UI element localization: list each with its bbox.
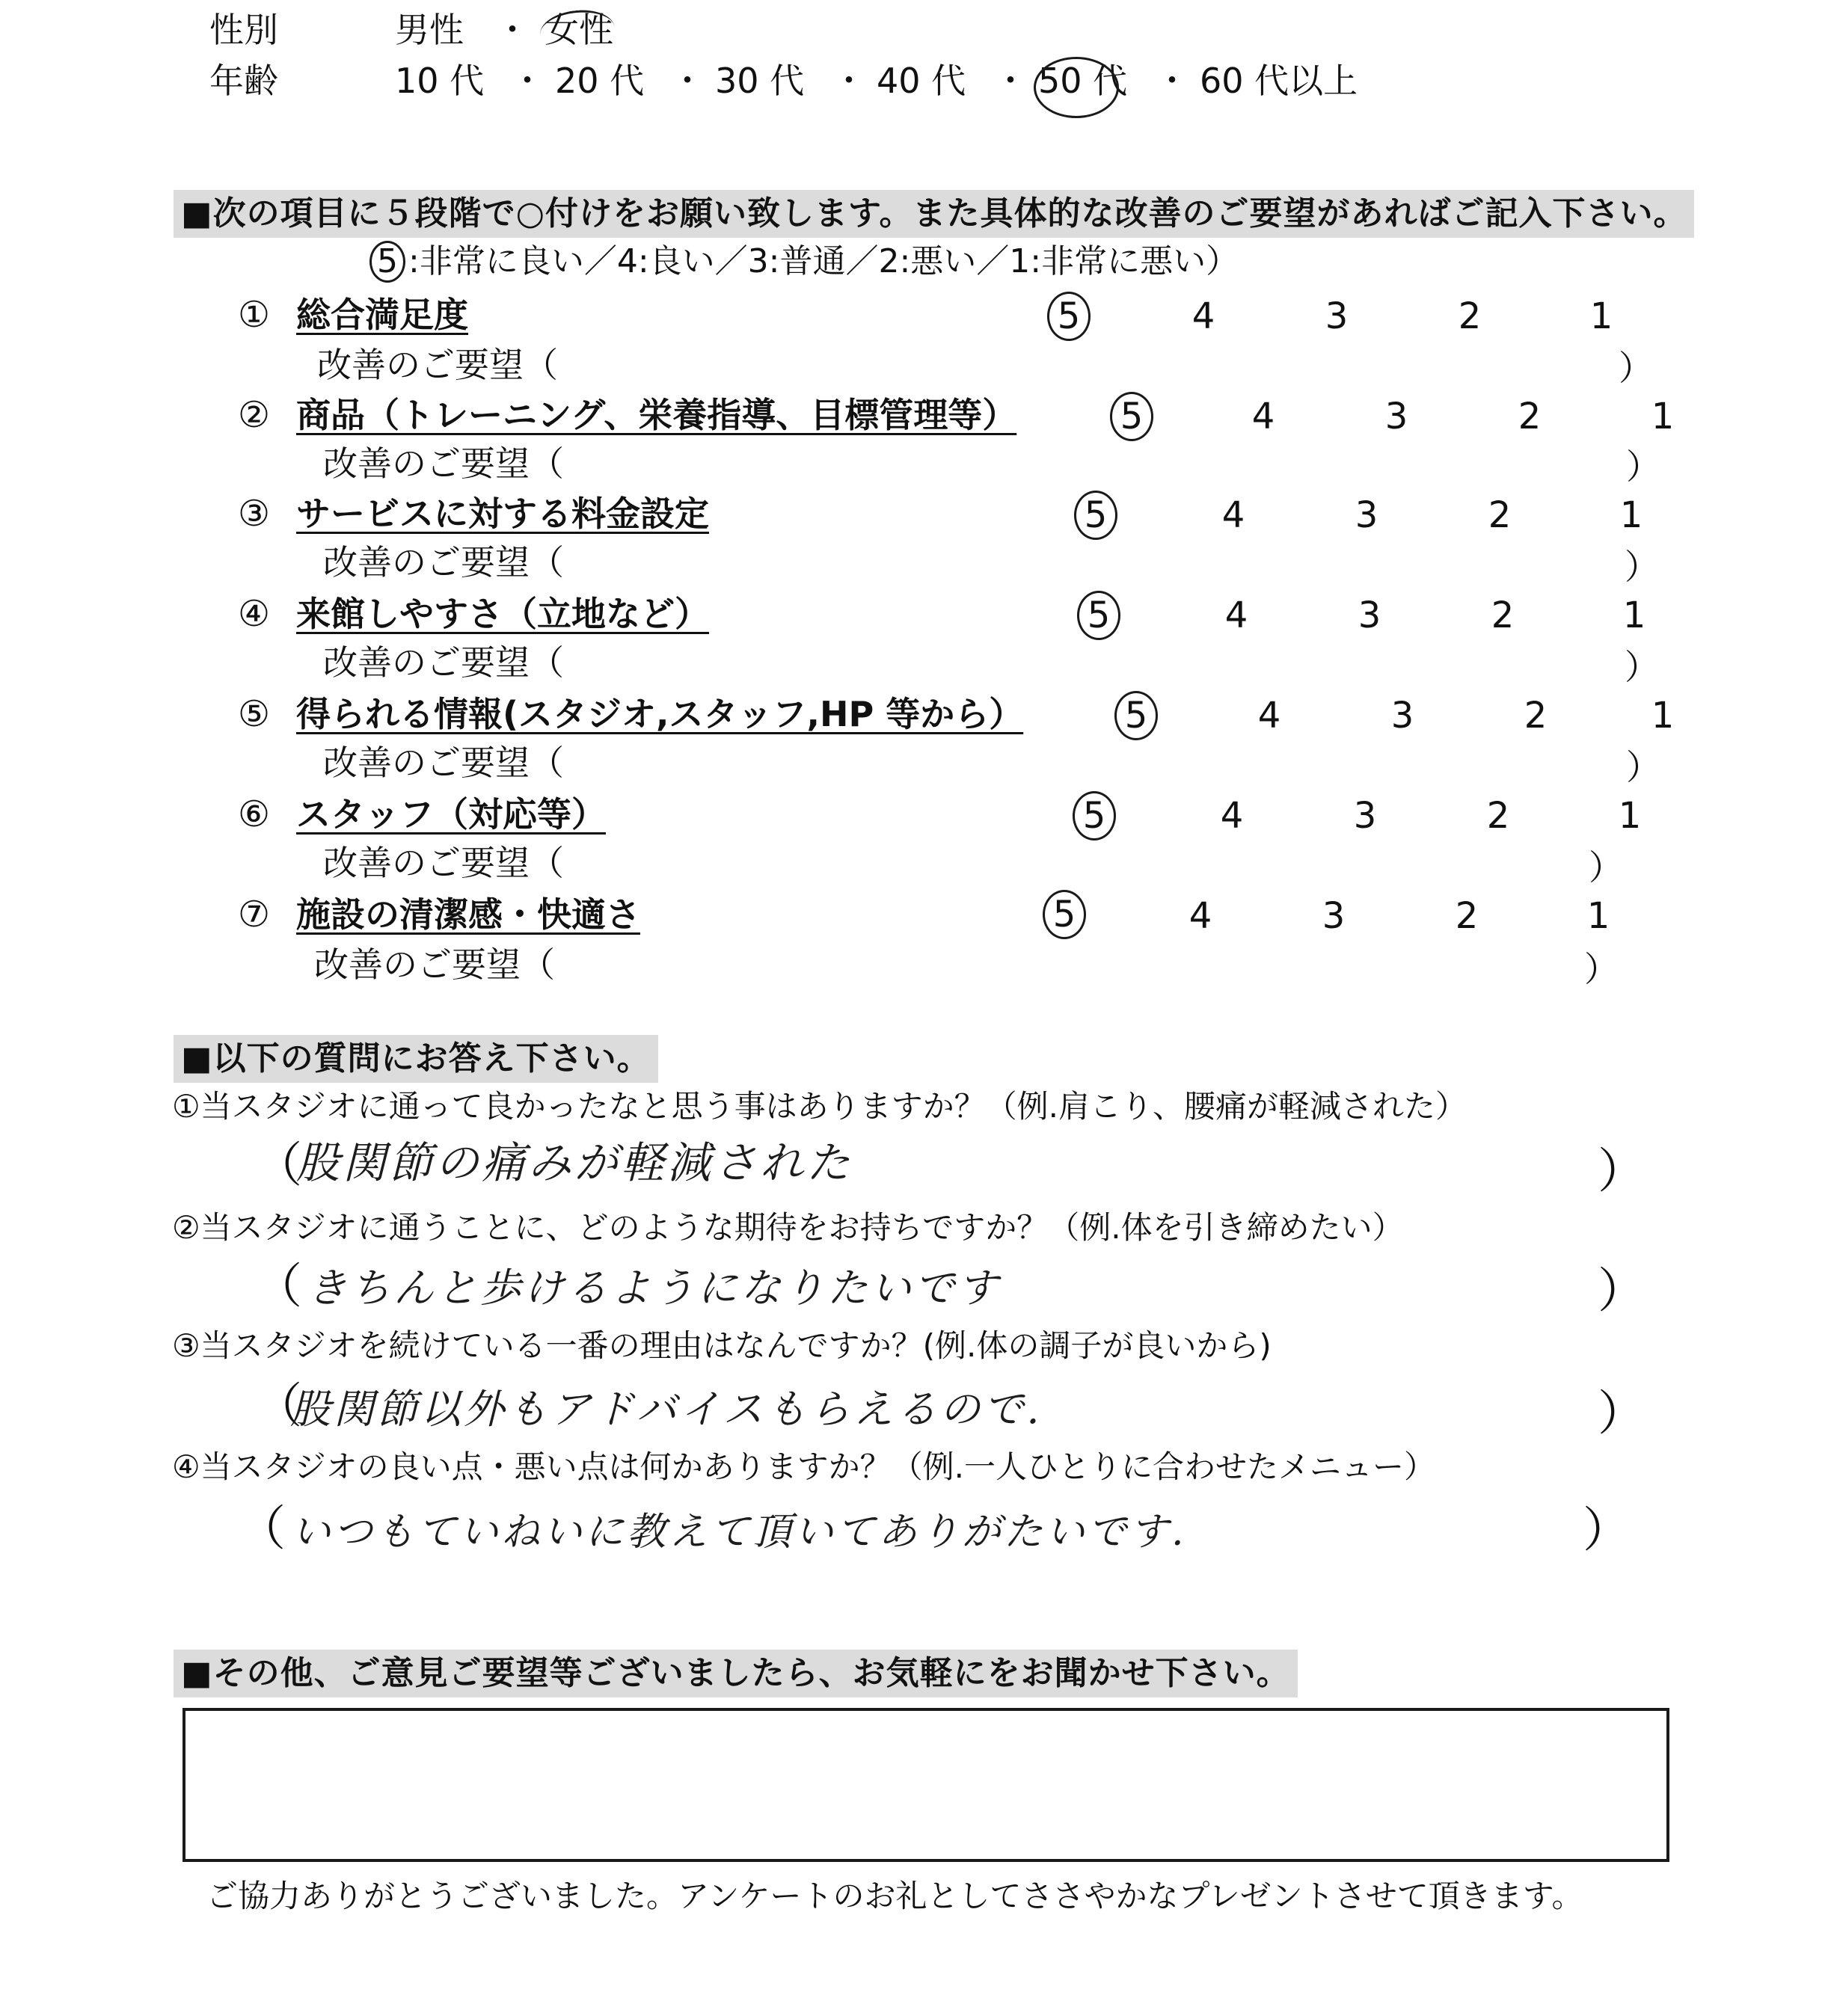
rating-option[interactable]: 1: [1618, 795, 1642, 837]
close-paren: ）: [1598, 1386, 1645, 1442]
improvement-request-label: 改善のご要望（: [323, 642, 564, 683]
scale-legend: :非常に良い／4:良い／3:普通／2:悪い／1:非常に悪い）: [408, 242, 1239, 280]
question-3: ③当スタジオを続けている一番の理由はなんですか？(例.体の調子が良いから): [172, 1327, 1272, 1364]
rating-option[interactable]: 3: [1355, 494, 1378, 536]
rating-option[interactable]: 4: [1251, 396, 1275, 437]
rating-option-selected[interactable]: 5: [1074, 491, 1117, 540]
rating-option[interactable]: 4: [1191, 295, 1215, 337]
question-4: ④当スタジオの良い点・悪い点は何かありますか？（例.一人ひとりに合わせたメニュー）: [172, 1448, 1436, 1485]
gender-option-male[interactable]: 男性: [395, 10, 464, 50]
item-title-information: 得られる情報(スタジオ,スタッフ,HP 等から）: [296, 694, 1024, 734]
rating-option[interactable]: 3: [1353, 795, 1377, 837]
rating-option[interactable]: 3: [1358, 594, 1381, 636]
age-option-50s[interactable]: 50 代: [1038, 61, 1128, 101]
rating-option[interactable]: 4: [1188, 895, 1212, 937]
rating-option[interactable]: 1: [1589, 295, 1613, 337]
rating-option-selected[interactable]: 5: [1043, 890, 1086, 939]
improvement-request-label: 改善のご要望（: [317, 345, 558, 385]
rating-option[interactable]: 1: [1651, 396, 1675, 437]
item-title-cleanliness: 施設の清潔感・快適さ: [296, 894, 640, 935]
answer-2[interactable]: きちんと歩けるようになりたいです: [307, 1264, 1001, 1312]
close-paren: ）: [1584, 949, 1619, 989]
rating-option-selected[interactable]: 5: [1110, 392, 1153, 441]
age-option-30s[interactable]: 30 代: [715, 61, 805, 101]
rating-option[interactable]: 1: [1651, 695, 1675, 737]
rating-option[interactable]: 4: [1221, 494, 1245, 536]
rating-option[interactable]: 1: [1619, 494, 1643, 536]
rating-option[interactable]: 1: [1586, 895, 1610, 937]
close-paren: ）: [1626, 446, 1660, 487]
age-separator: ・: [670, 61, 705, 101]
gender-option-female[interactable]: 女性: [545, 10, 613, 50]
rating-option[interactable]: 2: [1524, 695, 1548, 737]
gender-label: 性別: [209, 10, 278, 50]
scale-selected-marker: 5: [369, 241, 405, 283]
open-paren: （: [254, 1259, 302, 1315]
rating-option-selected[interactable]: 5: [1077, 591, 1120, 640]
close-paren: ）: [1619, 348, 1653, 388]
rating-option[interactable]: 2: [1491, 594, 1515, 636]
item-number: ⑥: [238, 793, 271, 835]
rating-option[interactable]: 3: [1322, 895, 1346, 937]
rating-option[interactable]: 4: [1257, 695, 1281, 737]
rating-option[interactable]: 2: [1486, 795, 1510, 837]
age-option-40s[interactable]: 40 代: [877, 61, 966, 101]
rating-option[interactable]: 3: [1384, 396, 1408, 437]
question-1: ①当スタジオに通って良かったなと思う事はありますか？（例.肩こり、腰痛が軽減された）: [172, 1088, 1467, 1125]
gender-separator: ・: [495, 10, 530, 50]
age-separator: ・: [510, 61, 545, 101]
rating-section-header: ■次の項目に５段階で○付けをお願い致します。また具体的な改善のご要望があればご記入下さい。: [174, 190, 1694, 238]
item-title-overall-satisfaction: 総合満足度: [296, 295, 468, 335]
rating-option[interactable]: 3: [1325, 295, 1349, 337]
answer-1[interactable]: 股関節の痛みが軽減された: [296, 1137, 853, 1188]
rating-option[interactable]: 1: [1622, 594, 1646, 636]
item-title-accessibility: 来館しやすさ（立地など）: [296, 594, 709, 634]
age-option-10s[interactable]: 10 代: [395, 61, 485, 101]
age-label: 年齢: [209, 61, 278, 101]
open-paren: （: [254, 1379, 302, 1434]
item-number: ②: [238, 394, 271, 436]
comment-box[interactable]: [183, 1708, 1669, 1862]
rating-option[interactable]: 4: [1224, 594, 1248, 636]
age-option-20s[interactable]: 20 代: [555, 61, 645, 101]
close-paren: ）: [1583, 1503, 1631, 1558]
age-separator: ・: [1155, 61, 1189, 101]
close-paren: ）: [1598, 1264, 1645, 1319]
improvement-request-label: 改善のご要望（: [323, 743, 564, 783]
rating-option[interactable]: 2: [1518, 396, 1542, 437]
questions-section-header: ■以下の質問にお答え下さい。: [174, 1035, 658, 1083]
answer-3[interactable]: 股関節以外もアドバイスもらえるので.: [290, 1386, 1043, 1433]
rating-option[interactable]: 2: [1458, 295, 1482, 337]
item-number: ⑦: [238, 894, 271, 935]
rating-option-selected[interactable]: 5: [1047, 292, 1091, 341]
open-paren: （: [254, 1138, 302, 1193]
age-separator: ・: [832, 61, 866, 101]
rating-option[interactable]: 3: [1390, 695, 1414, 737]
item-title-staff: スタッフ（対応等）: [296, 794, 606, 835]
rating-option[interactable]: 4: [1220, 795, 1244, 837]
answer-4[interactable]: いつもていねいに教えて頂いてありがたいです.: [292, 1510, 1187, 1555]
item-number: ①: [238, 294, 271, 336]
age-selected-circle: [1034, 57, 1119, 118]
improvement-request-label: 改善のご要望（: [323, 542, 564, 583]
close-paren: ）: [1626, 747, 1660, 787]
age-option-60s-plus[interactable]: 60 代以上: [1200, 61, 1358, 101]
rating-option[interactable]: 2: [1455, 895, 1479, 937]
open-paren: （: [238, 1502, 286, 1557]
rating-option-selected[interactable]: 5: [1114, 691, 1158, 740]
footer-thanks: ご協力ありがとうございました。アンケートのお礼としてささやかなプレゼントさせて頂きます。: [206, 1878, 1583, 1914]
rating-option-selected[interactable]: 5: [1073, 791, 1116, 840]
item-number: ③: [238, 493, 271, 535]
improvement-request-label: 改善のご要望（: [323, 843, 564, 883]
item-title-products: 商品（トレーニング、栄養指導、目標管理等）: [296, 395, 1017, 435]
improvement-request-label: 改善のご要望（: [323, 443, 564, 484]
close-paren: ）: [1625, 647, 1659, 687]
improvement-request-label: 改善のご要望（: [314, 944, 555, 985]
question-2: ②当スタジオに通うことに、どのような期待をお持ちですか？（例.体を引き締めたい）: [172, 1209, 1404, 1246]
close-paren: ）: [1589, 847, 1623, 888]
rating-option[interactable]: 2: [1488, 494, 1512, 536]
other-section-header: ■その他、ご意見ご要望等ございましたら、お気軽にをお聞かせ下さい。: [174, 1650, 1298, 1697]
close-paren: ）: [1598, 1144, 1645, 1199]
close-paren: ）: [1625, 547, 1659, 587]
item-title-pricing: サービスに対する料金設定: [296, 494, 709, 534]
item-number: ⑤: [238, 693, 271, 735]
item-number: ④: [238, 593, 271, 635]
age-separator: ・: [993, 61, 1028, 101]
